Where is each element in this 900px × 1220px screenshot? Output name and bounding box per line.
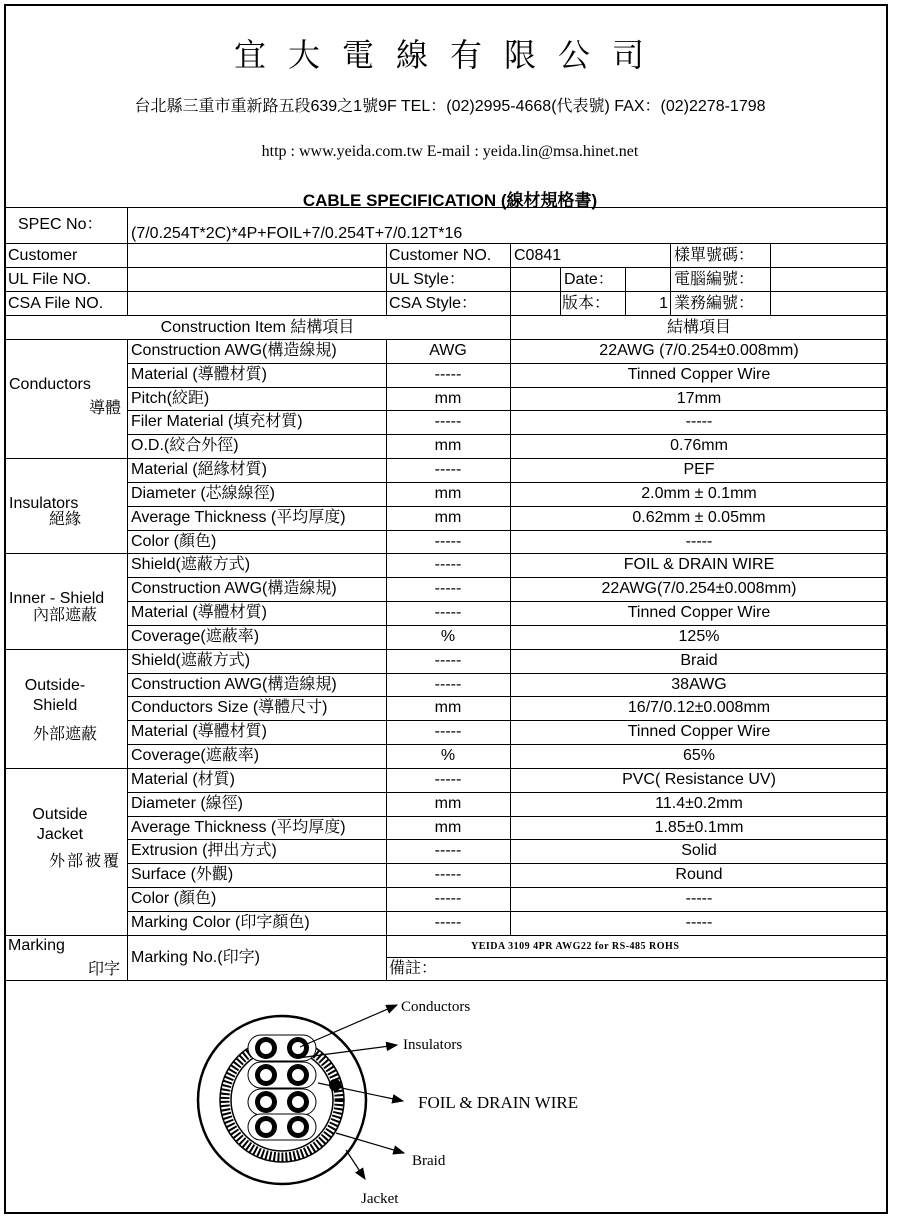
unit-cell: -----	[434, 556, 462, 574]
grid-line	[510, 649, 511, 768]
unit-cell: -----	[434, 580, 462, 598]
address-line: 台北縣三重市重新路五段639之1號9F TEL：(02)2995-4668(代表號) FAX：(02)2278-1798	[134, 98, 766, 115]
item-label: Construction AWG(構造線規)	[131, 675, 337, 693]
value-cell: 11.4±0.2mm	[655, 794, 743, 812]
value-cell: Round	[675, 866, 723, 884]
grid-line	[127, 649, 128, 768]
conductor-core	[260, 1069, 272, 1081]
item-label: Coverage(遮蔽率)	[131, 627, 260, 645]
version-value: 1	[659, 295, 668, 312]
value-cell: Tinned Copper Wire	[627, 365, 771, 383]
csa-style-label: CSA Style：	[389, 295, 478, 312]
grid-line	[5, 267, 888, 268]
unit-cell: -----	[434, 604, 462, 622]
group-label-zh: 導體	[88, 400, 121, 417]
value-cell: PEF	[683, 461, 715, 479]
unit-cell: -----	[434, 651, 462, 669]
grid-line	[127, 410, 888, 411]
construction-value-header: 結構項目	[666, 319, 731, 336]
grid-line	[770, 243, 771, 315]
conductor-core	[260, 1121, 272, 1133]
grid-line	[127, 673, 888, 674]
grid-line	[5, 315, 888, 316]
grid-line	[127, 816, 888, 817]
unit-cell: mm	[434, 794, 462, 812]
braid-label: Braid	[412, 1153, 446, 1169]
conductors-label: Conductors	[401, 999, 471, 1015]
grid-line	[510, 458, 511, 553]
grid-line	[127, 863, 888, 864]
marking-text: YEIDA 3109 4PR AWG22 for RS-485 ROHS	[471, 941, 680, 952]
ul-file-label: UL File NO.	[8, 271, 91, 288]
grid-line	[510, 553, 511, 648]
conductor-core	[260, 1096, 272, 1108]
grid-line	[5, 768, 888, 769]
value-cell: Braid	[680, 651, 718, 669]
item-label: Coverage(遮蔽率)	[131, 747, 260, 765]
value-cell: 38AWG	[671, 675, 727, 693]
group-label-zh: 外部遮蔽	[32, 725, 97, 743]
grid-line	[560, 267, 561, 315]
grid-line	[127, 207, 128, 243]
grid-line	[5, 458, 888, 459]
conductor-core	[260, 1042, 272, 1054]
value-cell: -----	[685, 890, 713, 908]
marking-label-en: Marking	[8, 937, 65, 954]
jacket-leader	[346, 1150, 365, 1179]
grid-line	[127, 768, 128, 935]
item-label: Surface (外觀)	[131, 866, 234, 884]
item-label: Pitch(絞距)	[131, 389, 210, 407]
csa-file-label: CSA File NO.	[8, 295, 104, 312]
value-cell: 16/7/0.12±0.008mm	[627, 699, 771, 717]
item-label: Average Thickness (平均厚度)	[131, 818, 346, 836]
item-label: Construction AWG(構造線規)	[131, 342, 337, 359]
grid-line	[127, 506, 888, 507]
unit-cell: -----	[434, 532, 462, 550]
value-cell: FOIL & DRAIN WIRE	[623, 556, 775, 574]
item-label: Color (顏色)	[131, 532, 217, 550]
value-cell: 0.62mm ± 0.05mm	[632, 508, 766, 526]
grid-line	[5, 339, 888, 340]
grid-line	[127, 577, 888, 578]
ul-style-label: UL Style：	[389, 271, 465, 288]
value-cell: 65%	[682, 747, 716, 765]
sample-no-label: 樣單號碼：	[674, 247, 755, 264]
grid-line	[386, 243, 387, 315]
value-cell: Tinned Copper Wire	[627, 604, 771, 622]
grid-line	[510, 339, 511, 458]
group-label-en: Outside Jacket	[32, 805, 88, 843]
conductor-core	[292, 1121, 304, 1133]
item-label: Diameter (線徑)	[131, 794, 244, 812]
unit-cell: -----	[434, 723, 462, 741]
item-label: Filer Material (填充材質)	[131, 413, 303, 431]
item-label: Marking Color (印字顏色)	[131, 913, 310, 931]
item-label: Conductors Size (導體尺寸)	[131, 699, 328, 717]
unit-cell: mm	[434, 699, 462, 717]
grid-line	[5, 553, 888, 554]
grid-line	[127, 482, 888, 483]
unit-cell: mm	[434, 818, 462, 836]
grid-line	[127, 911, 888, 912]
sales-no-label: 業務編號：	[674, 295, 755, 312]
item-label: Shield(遮蔽方式)	[131, 556, 251, 574]
unit-cell: -----	[434, 866, 462, 884]
unit-cell: mm	[434, 389, 462, 407]
unit-cell: -----	[434, 890, 462, 908]
grid-line	[127, 792, 888, 793]
item-label: Material (導體材質)	[131, 723, 268, 741]
construction-item-header: Construction Item 結構項目	[160, 319, 355, 336]
item-label: Extrusion (押出方式)	[131, 842, 277, 860]
cable-cross-section-diagram	[0, 985, 900, 1215]
value-cell: Tinned Copper Wire	[627, 723, 771, 741]
grid-line	[386, 553, 387, 648]
remark-label: 備註：	[389, 960, 438, 977]
grid-line	[127, 744, 888, 745]
group-label-zh: 內部遮蔽	[32, 606, 97, 624]
item-label: Diameter (芯線線徑)	[131, 484, 276, 502]
item-label: Material (材質)	[131, 770, 236, 788]
group-label-en: Conductors	[9, 376, 91, 393]
unit-cell: -----	[434, 413, 462, 431]
group-label-zh: 外部被覆	[48, 852, 121, 870]
grid-line	[5, 935, 888, 936]
item-label: Construction AWG(構造線規)	[131, 580, 337, 598]
item-label: Material (導體材質)	[131, 365, 268, 383]
grid-line	[386, 957, 888, 958]
unit-cell: -----	[434, 365, 462, 383]
value-cell: PVC( Resistance UV)	[622, 770, 776, 788]
unit-cell: mm	[434, 484, 462, 502]
value-cell: 125%	[678, 627, 720, 645]
value-cell: -----	[685, 913, 713, 931]
value-cell: Solid	[681, 842, 717, 860]
grid-line	[386, 458, 387, 553]
date-label: Date：	[564, 271, 614, 288]
value-cell: 0.76mm	[670, 437, 728, 455]
unit-cell: -----	[434, 770, 462, 788]
spec-value: (7/0.254T*2C)*4P+FOIL+7/0.254T+7/0.12T*16	[131, 225, 463, 242]
grid-line	[127, 530, 888, 531]
group-label-en: Insulators	[9, 495, 79, 513]
grid-line	[386, 935, 387, 980]
grid-line	[127, 601, 888, 602]
jacket-label: Jacket	[361, 1191, 399, 1207]
conductor-pairs	[248, 1035, 316, 1140]
grid-line	[670, 243, 671, 315]
unit-cell: %	[440, 627, 456, 645]
unit-cell: %	[440, 747, 456, 765]
unit-cell: AWG	[429, 342, 467, 359]
grid-line	[5, 207, 888, 208]
conductor-core	[292, 1096, 304, 1108]
grid-line	[5, 291, 888, 292]
value-cell: 2.0mm ± 0.1mm	[641, 484, 757, 502]
grid-line	[386, 649, 387, 768]
unit-cell: mm	[434, 508, 462, 526]
grid-line	[127, 363, 888, 364]
grid-line	[127, 625, 888, 626]
group-label-en: Outside-Shield	[24, 676, 86, 714]
grid-line	[386, 339, 387, 458]
grid-line	[127, 434, 888, 435]
document-title: CABLE SPECIFICATION (線材規格書)	[302, 191, 598, 210]
marking-label-zh: 印字	[88, 961, 121, 978]
grid-line	[127, 839, 888, 840]
conductor-core	[292, 1069, 304, 1081]
grid-line	[127, 720, 888, 721]
item-label: Material (絕緣材質)	[131, 461, 268, 479]
customer-label: Customer	[8, 247, 78, 264]
conductor-core	[292, 1042, 304, 1054]
unit-cell: -----	[434, 913, 462, 931]
customer-no-label: Customer NO.	[389, 247, 492, 264]
value-cell: 17mm	[676, 389, 722, 407]
unit-cell: -----	[434, 461, 462, 479]
item-label: Shield(遮蔽方式)	[131, 651, 251, 669]
drain-wire	[329, 1079, 341, 1091]
item-label: Average Thickness (平均厚度)	[131, 508, 346, 526]
grid-line	[127, 339, 128, 458]
group-label-zh: 絕緣	[48, 511, 81, 529]
foil-label: FOIL & DRAIN WIRE	[418, 1093, 579, 1112]
grid-line	[127, 935, 128, 980]
value-cell: -----	[685, 532, 713, 550]
value-cell: 22AWG (7/0.254±0.008mm)	[599, 342, 799, 359]
spec-label: SPEC No：	[18, 216, 103, 233]
unit-cell: -----	[434, 675, 462, 693]
grid-line	[127, 243, 128, 315]
grid-line	[127, 387, 888, 388]
grid-line	[127, 887, 888, 888]
grid-line	[127, 696, 888, 697]
group-label-en: Inner - Shield	[9, 590, 105, 608]
grid-line	[127, 458, 128, 553]
computer-no-label: 電腦編號：	[674, 271, 755, 288]
grid-line	[127, 553, 128, 648]
grid-line	[5, 649, 888, 650]
company-name: 宜大電線有限公司	[233, 36, 666, 74]
marking-item: Marking No.(印字)	[131, 949, 260, 966]
value-cell: -----	[685, 413, 713, 431]
value-cell: 22AWG(7/0.254±0.008mm)	[601, 580, 797, 598]
value-cell: 1.85±0.1mm	[654, 818, 744, 836]
customer-no-value: C0841	[514, 247, 562, 264]
item-label: O.D.(絞合外徑)	[131, 437, 239, 455]
grid-line	[510, 768, 511, 935]
grid-line	[5, 980, 888, 981]
unit-cell: mm	[434, 437, 462, 455]
version-label: 版本：	[562, 295, 611, 312]
item-label: Material (導體材質)	[131, 604, 268, 622]
item-label: Color (顏色)	[131, 890, 217, 908]
insulators-label: Insulators	[403, 1037, 463, 1053]
web-email-line: http : www.yeida.com.tw E-mail : yeida.lin@msa.hinet.net	[261, 143, 639, 160]
grid-line	[386, 768, 387, 935]
unit-cell: -----	[434, 842, 462, 860]
